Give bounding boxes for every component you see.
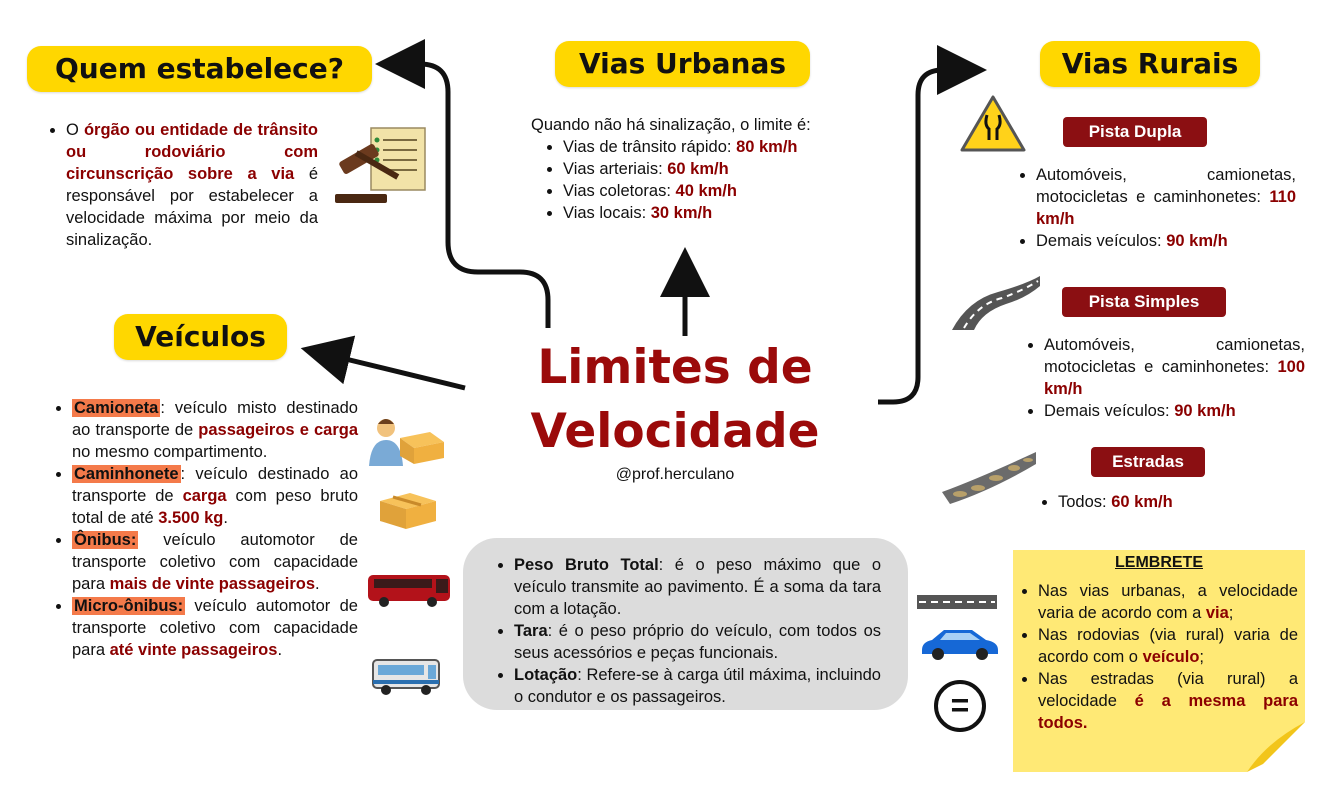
estradas-list: • Todos: 60 km/h: [1036, 491, 1286, 513]
estradas-badge: Estradas: [1091, 447, 1205, 477]
pista-simples-list: • Automóveis, camionetas, motocicletas e caminhonetes: 100 km/h • Demais veículos: 90 km/h: [1022, 334, 1305, 422]
gavel-document-icon: [333, 124, 433, 210]
reminder-heading: LEMBRETE: [1115, 554, 1203, 571]
pista-dupla-list: • Automóveis, camionetas, motocicletas e caminhonetes: 110 km/h • Demais veículos: 90 km/h: [1014, 164, 1296, 252]
quem-text: • O órgão ou entidade de trânsito ou rodoviário com circunscrição sobre a via é responsável por estabelecer a velocidade máxima por meio da sinalização.: [44, 119, 318, 251]
main-title-line2: Velocidade: [530, 404, 820, 459]
veiculo-item: • Caminhonete : veículo destinado ao transporte de carga com peso bruto total de até 3.500 kg.: [72, 463, 358, 529]
cargo-box-icon: [378, 489, 438, 531]
main-title-line1: Limites de: [537, 340, 813, 395]
urbana-item: • Vias coletoras: 40 km/h: [563, 180, 861, 202]
urbana-item: • Vias locais: 30 km/h: [563, 202, 861, 224]
urbana-item: • Vias arteriais: 60 km/h: [563, 158, 861, 180]
pista-dupla-badge: Pista Dupla: [1063, 117, 1207, 147]
author-handle: @prof.herculano: [615, 466, 735, 483]
equals-icon: =: [934, 680, 986, 732]
urbana-item: • Vias de trânsito rápido: 80 km/h: [563, 136, 861, 158]
weight-definitions-list: • Peso Bruto Total: é o peso máximo que o veículo transmite ao pavimento. É a soma da tara com a lotação. • Tara: é o peso próprio do veículo, com todos os seus acessórios e peças funcionais. • Lotação: Refere-se à carga útil máxima, incluindo o condutor e os passageiros.: [492, 554, 881, 708]
urbanas-heading: Vias Urbanas: [555, 41, 810, 87]
straight-road-icon: [917, 591, 997, 613]
arrow-to-rurais: [878, 70, 962, 402]
person-box-icon: [366, 414, 446, 468]
reminder-list: • Nas vias urbanas, a velocidade varia de acordo com a via; • Nas rodovias (via rural) varia de acordo com o veículo; • Nas estradas (via rural) a velocidade é a mesma para todos.: [1016, 580, 1298, 734]
arrow-to-veiculos: [325, 354, 465, 388]
rurais-heading: Vias Rurais: [1040, 41, 1260, 87]
veiculo-item: • Camioneta : veículo misto destinado ao transporte de passageiros e carga no mesmo compartimento.: [72, 397, 358, 463]
veiculos-heading: Veículos: [114, 314, 287, 360]
veiculo-item: • Micro-ônibus: veículo automotor de transporte coletivo com capacidade para até vinte passageiros.: [72, 595, 358, 661]
bus-icon: [366, 572, 452, 608]
car-icon: [918, 624, 1000, 662]
minibus-icon: [370, 656, 444, 698]
pista-simples-badge: Pista Simples: [1062, 287, 1226, 317]
urbanas-content: Quando não há sinalização, o limite é: • Vias de trânsito rápido: 80 km/h • Vias arteriais: 60 km/h • Vias coletoras: 40 km/h • Vias locais: 30 km/h: [531, 114, 861, 224]
veiculos-list: [50, 397, 358, 661]
quem-heading: Quem estabelece?: [27, 46, 372, 92]
dirt-road-icon: [940, 448, 1038, 506]
road-narrows-sign-icon: [958, 93, 1028, 155]
curvy-road-icon: [948, 270, 1044, 332]
veiculo-item: • Ônibus: veículo automotor de transporte coletivo com capacidade para mais de vinte passageiros.: [72, 529, 358, 595]
